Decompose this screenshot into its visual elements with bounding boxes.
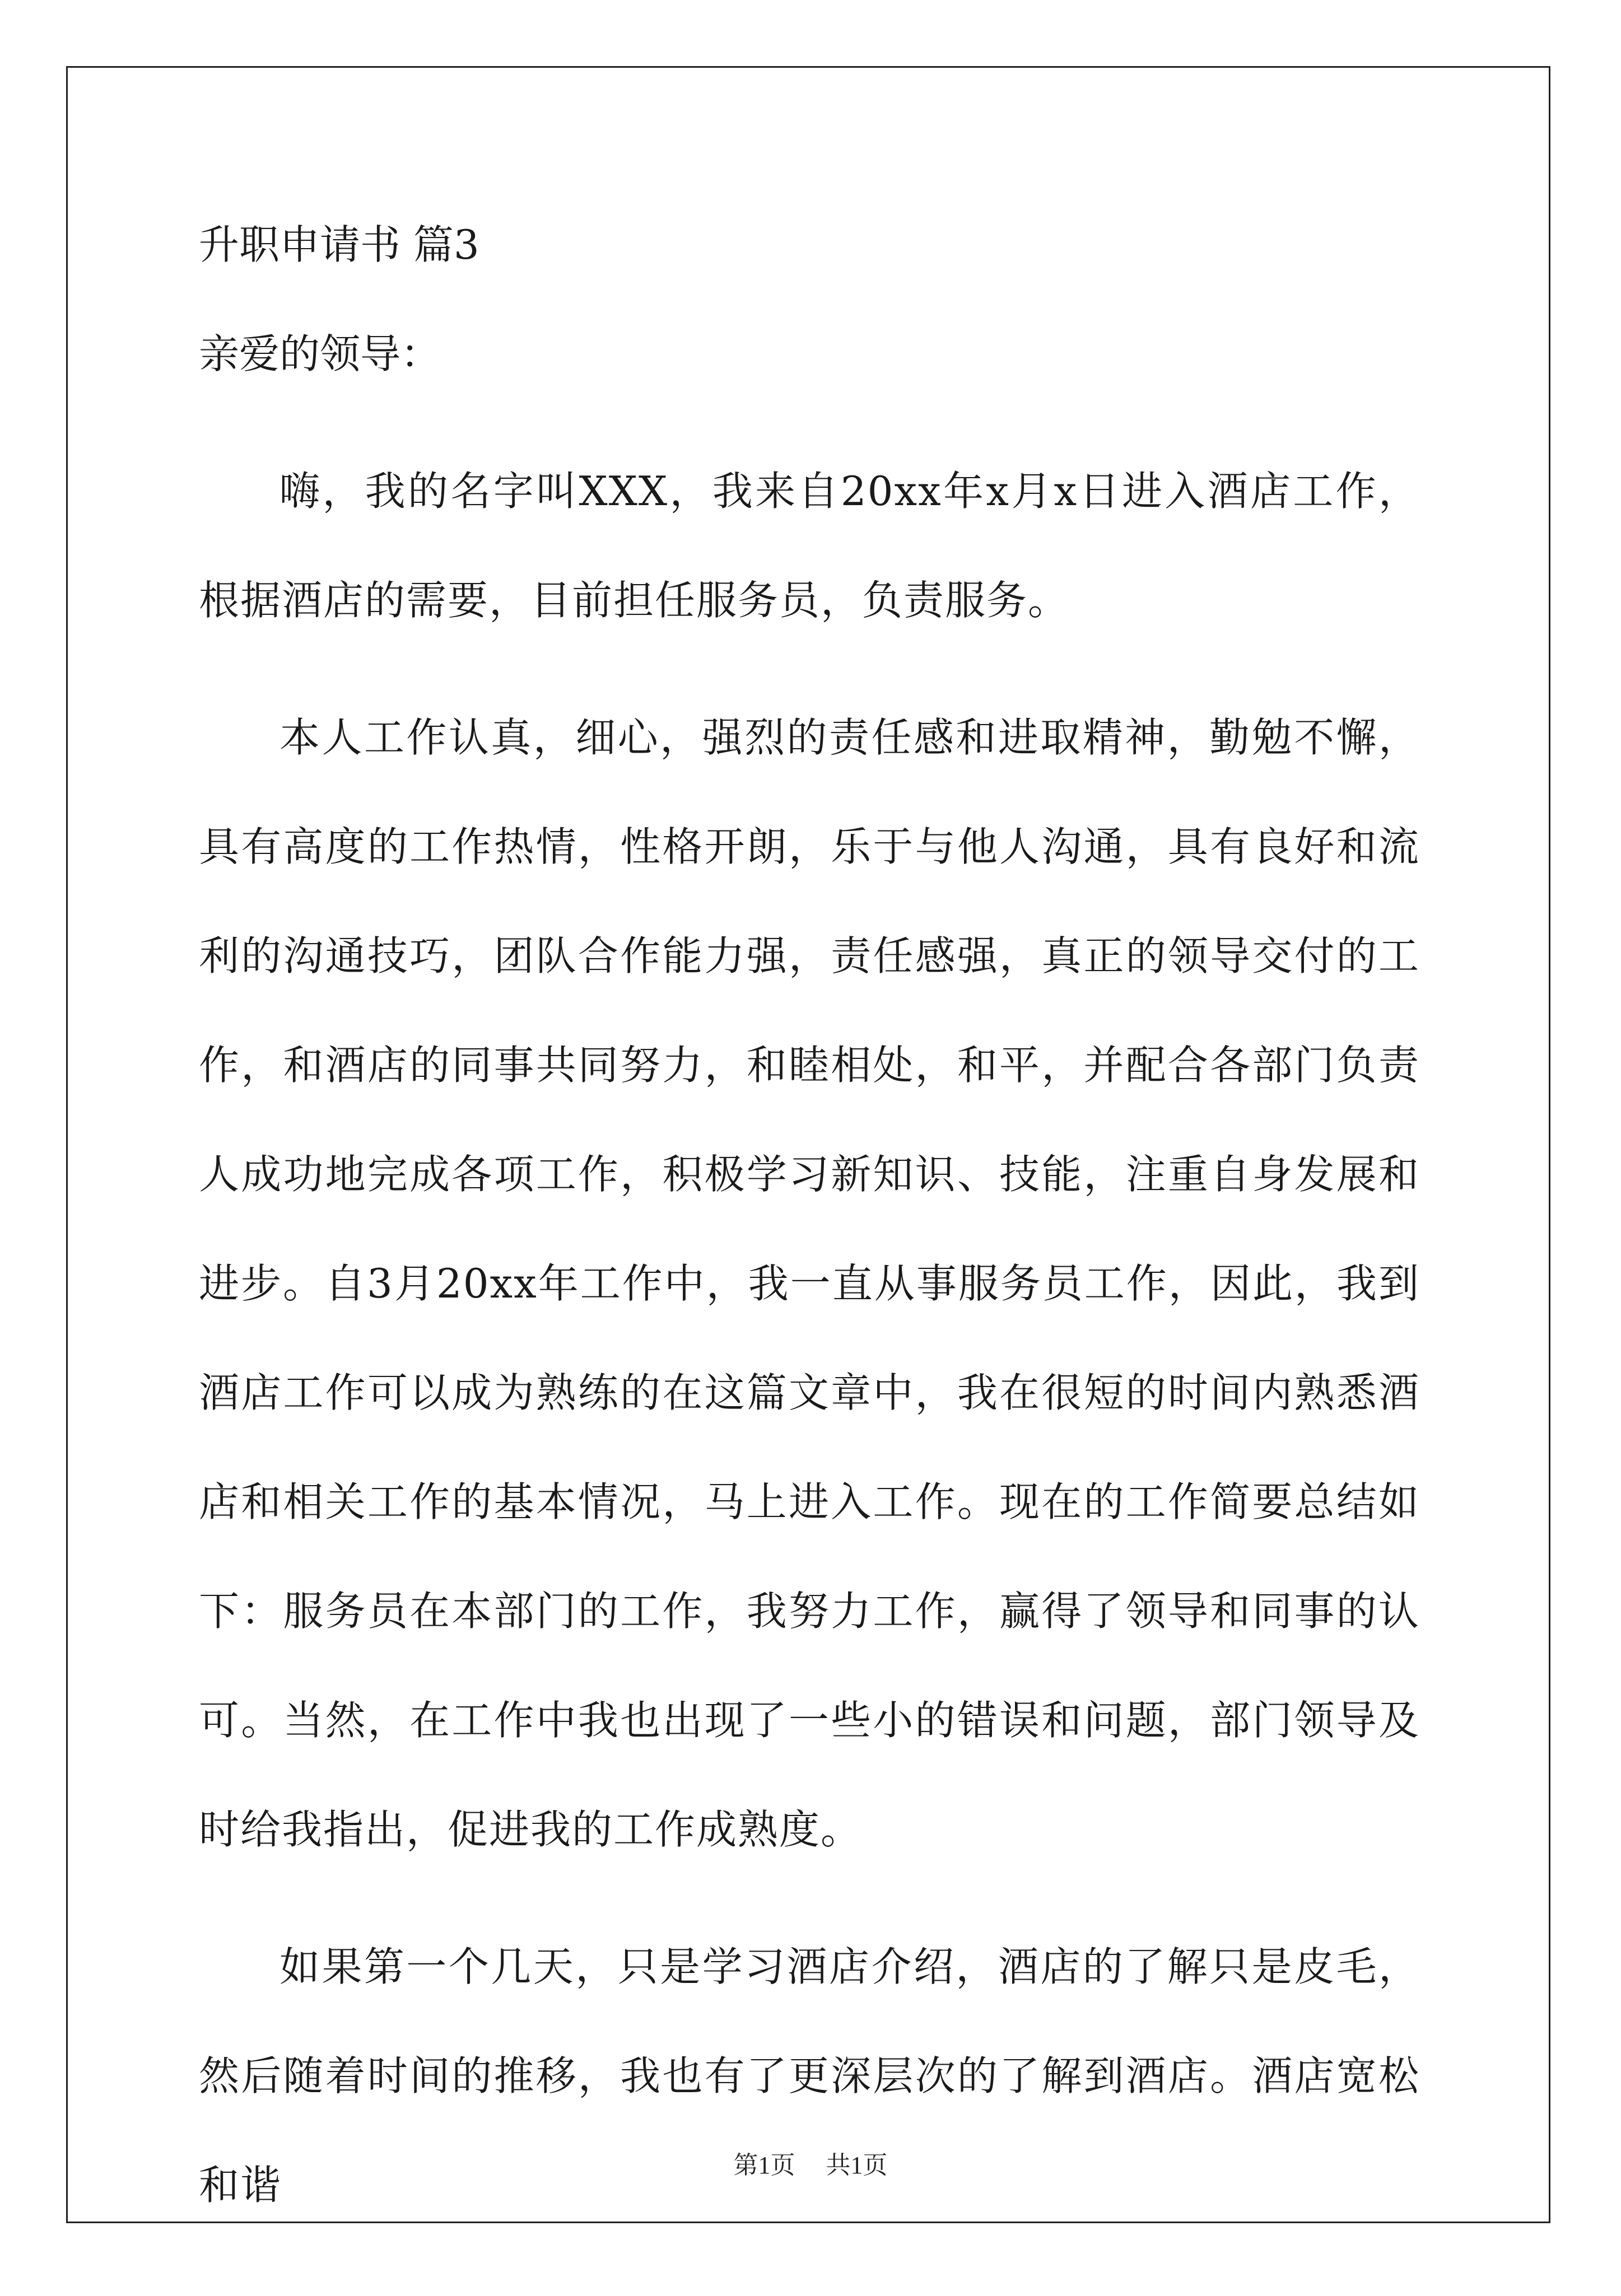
salutation: 亲爱的领导：: [199, 330, 441, 377]
paragraph-1: 嗨，我的名字叫XXX，我来自20xx年x月x日进入酒店工作，根据酒店的需要，目前担任服务员，负责服务。: [199, 468, 1420, 624]
paragraph-3: 如果第一个几天，只是学习酒店介绍，酒店的了解只是皮毛，然后随着时间的推移，我也有了更深层次的了解到酒店。酒店宽松和谐: [199, 1943, 1420, 2209]
paragraph-2: 本人工作认真，细心，强烈的责任感和进取精神，勤勉不懈，具有高度的工作热情，性格开朗，乐于与他人沟通，具有良好和流利的沟通技巧，团队合作能力强，责任感强，真正的领导交付的工作，和酒店的同事共同努力，和睦相处，和平，并配合各部门负责人成功地完成各项工作，积极学习新知识、技能，注重自身发展和进步。自3月20xx年工作中，我一直从事服务员工作，因此，我到酒店工作可以成为熟练的在这篇文章中，我在很短的时间内熟悉酒店和相关工作的基本情况，马上进入工作。现在的工作简要总结如下：服务员在本部门的工作，我努力工作，赢得了领导和同事的认可。当然，在工作中我也出现了一些小的错误和问题，部门领导及时给我指出，促进我的工作成熟度。: [199, 714, 1420, 1853]
document-body: [199, 218, 1420, 2296]
document-title: 升职申请书 篇3: [199, 221, 479, 268]
page-total: 共1页: [826, 2152, 888, 2179]
page-footer: [0, 2145, 1621, 2181]
page-number: 第1页: [733, 2152, 795, 2179]
